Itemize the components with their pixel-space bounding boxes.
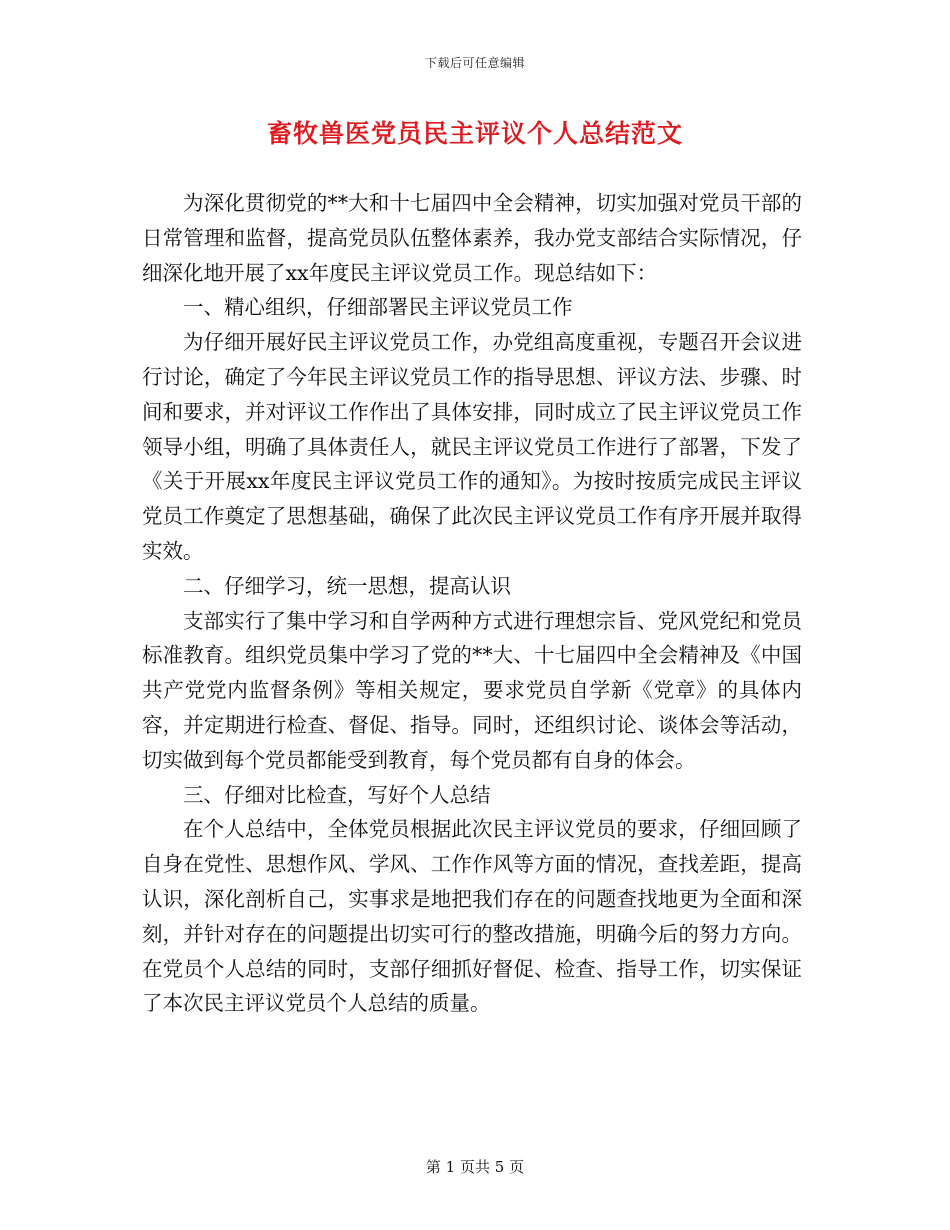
section-heading-2: 二、仔细学习，统一思想，提高认识	[183, 573, 511, 598]
section-paragraph-2: 支部实行了集中学习和自学两种方式进行理想宗旨、党风党纪和党员标准教育。组织党员集中学习了党的**大、十七届四中全会精神及《中国共产党党内监督条例》等相关规定，要求党员自学新《党章》的具体内容，并定期进行检查、督促、指导。同时，还组织讨论、谈体会等活动，切实做到每个党员都能受到教育，每个党员都有自身的体会。	[142, 608, 802, 772]
page-number: 第 1 页共 5 页	[425, 1158, 525, 1176]
section-paragraph-3: 在个人总结中，全体党员根据此次民主评议党员的要求，仔细回顾了自身在党性、思想作风、学风、工作作风等方面的情况，查找差距，提高认识，深化剖析自己，实事求是地把我们存在的问题查找地更为全面和深刻，并针对存在的问题提出切实可行的整改措施，明确今后的努力方向。在党员个人总结的同时，支部仔细抓好督促、检查、指导工作，切实保证了本次民主评议党员个人总结的质量。	[142, 817, 802, 1016]
section-heading-3: 三、仔细对比检查，写好个人总结	[183, 782, 491, 807]
document-body	[142, 186, 802, 1021]
document-title: 畜牧兽医党员民主评议个人总结范文	[266, 119, 683, 148]
section-heading-1: 一、精心组织，仔细部署民主评议党员工作	[183, 295, 573, 320]
header-note: 下载后可任意编辑	[424, 56, 525, 70]
section-paragraph-1: 为仔细开展好民主评议党员工作，办党组高度重视，专题召开会议进行讨论，确定了今年民主评议党员工作的指导思想、评议方法、步骤、时间和要求，并对评议工作作出了具体安排，同时成立了民主评议党员工作领导小组，明确了具体责任人，就民主评议党员工作进行了部署，下发了《关于开展xx年度民主评议党员工作的通知》。为按时按质完成民主评议党员工作奠定了思想基础，确保了此次民主评议党员工作有序开展并取得实效。	[142, 330, 802, 563]
intro-paragraph: 为深化贯彻党的**大和十七届四中全会精神，切实加强对党员干部的日常管理和监督，提高党员队伍整体素养，我办党支部结合实际情况，仔细深化地开展了xx年度民主评议党员工作。现总结如下：	[142, 191, 802, 285]
